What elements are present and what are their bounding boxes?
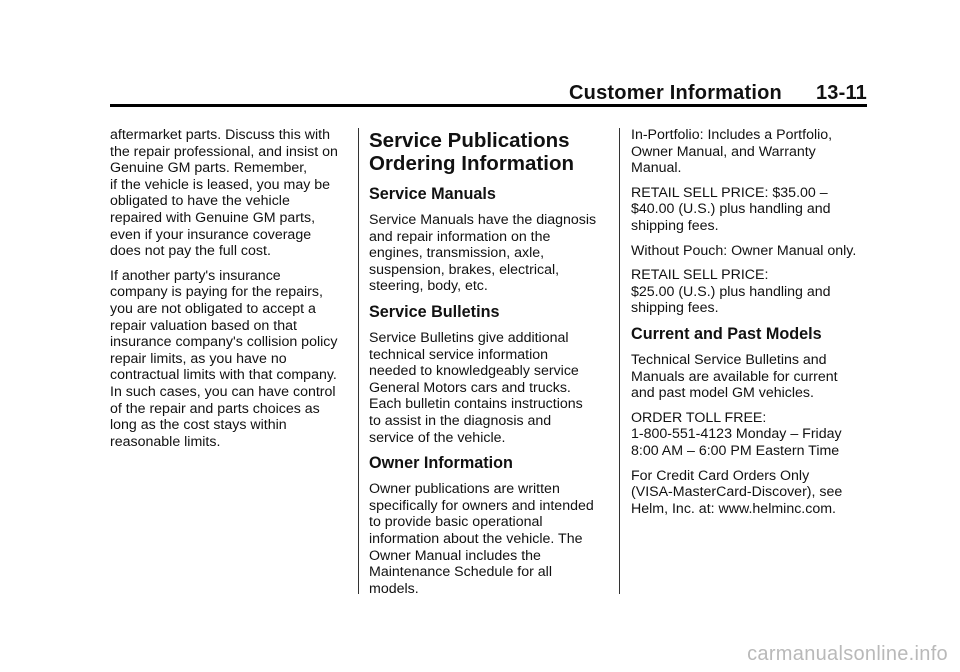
paragraph-aftermarket-parts: aftermarket parts. Discuss this with the repair professional, and insist on Genuine GM parts. Remember, if the vehicle is leased, you may be obligated to have the vehicle repaired with Genuine GM parts, even if your insurance coverage does not pay the full cost. — [110, 127, 338, 260]
paragraph-service-bulletins: Service Bulletins give additional technical service information needed to knowledgeably service General Motors cars and trucks. Each bulletin contains instructions to assist in the diagnosis and service of the vehicle. — [369, 329, 583, 446]
column-middle — [369, 127, 609, 605]
paragraph-insurance: If another party's insurance company is paying for the repairs, you are not obligated to accept a repair valuation based on that insurance company's collision policy repair limits, as you have no contractual limits with that company. In such cases, you can have control of the repair and parts choices as long as the cost stays within reasonable limits. — [110, 267, 338, 450]
paragraph-credit-card: For Credit Card Orders Only (VISA-MasterCard-Discover), see Helm, Inc. at: www.helminc.com. — [631, 467, 843, 517]
paragraph-order-toll-free: ORDER TOLL FREE: 1-800-551-4123 Monday – Friday 8:00 AM – 6:00 PM Eastern Time — [631, 409, 842, 459]
paragraph-owner-information: Owner publications are written specifically for owners and intended to provide basic operational information about the vehicle. The Owner Manual includes the Maintenance Schedule for all models. — [369, 481, 594, 597]
column-left — [110, 127, 350, 458]
paragraph-in-portfolio: In-Portfolio: Includes a Portfolio, Owner Manual, and Warranty Manual. — [631, 127, 833, 177]
page-header — [569, 82, 867, 105]
column-divider-1 — [358, 128, 359, 594]
heading-service-bulletins: Service Bulletins — [369, 302, 500, 321]
paragraph-without-pouch: Without Pouch: Owner Manual only. — [631, 242, 857, 259]
page-number: 13-11 — [815, 82, 867, 104]
paragraph-retail-price-2: RETAIL SELL PRICE: $25.00 (U.S.) plus handling and shipping fees. — [631, 267, 831, 317]
column-right — [631, 127, 871, 525]
paragraph-current-past-models: Technical Service Bulletins and Manuals are available for current and past model GM vehicles. — [631, 351, 838, 402]
header-rule — [110, 104, 867, 107]
heading-current-past-models: Current and Past Models — [631, 324, 822, 343]
heading-owner-information: Owner Information — [369, 454, 513, 473]
column-divider-2 — [619, 128, 620, 594]
paragraph-retail-price-1: RETAIL SELL PRICE: $35.00 – $40.00 (U.S.) plus handling and shipping fees. — [631, 184, 831, 234]
paragraph-service-manuals: Service Manuals have the diagnosis and repair information on the engines, transmission, axle, suspension, brakes, electrical, steering, body, etc. — [369, 212, 597, 295]
watermark: carmanualsonline.info — [747, 643, 948, 665]
section-heading-service-publications: Service Publications Ordering Information — [369, 129, 574, 175]
heading-service-manuals: Service Manuals — [369, 185, 496, 203]
section-title: Customer Information — [569, 82, 782, 104]
